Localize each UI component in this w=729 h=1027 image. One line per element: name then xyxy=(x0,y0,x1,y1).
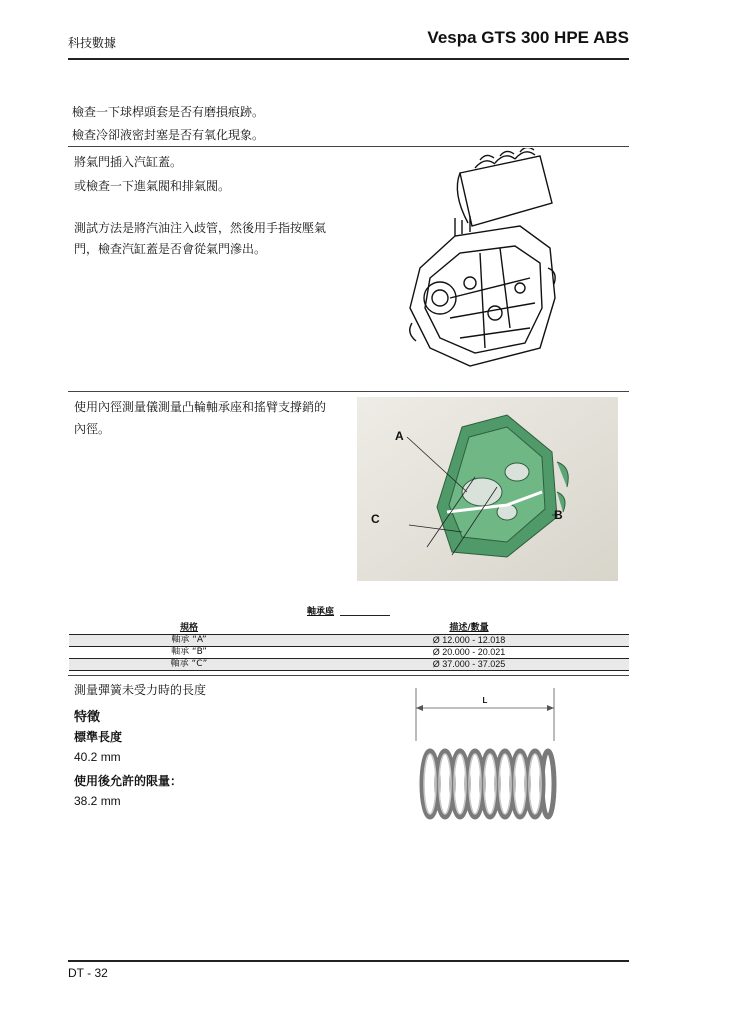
label-b: B xyxy=(554,508,563,522)
block2-line2: 或檢查一下進氣閥和排氣閥。 xyxy=(74,179,231,193)
row-spec: 軸承 “B” xyxy=(171,647,207,657)
divider xyxy=(68,146,629,147)
caption-underline xyxy=(340,615,390,616)
dim-label-l: L xyxy=(482,696,488,705)
block2-line4: 門，檢查汽缸蓋是否會從氣門滲出。 xyxy=(74,242,267,256)
block3-line1: 使用內徑測量儀測量凸輪軸承座和搖臂支撐銷的 xyxy=(74,400,327,414)
table-caption: 軸承座 xyxy=(307,607,335,617)
header-model: Vespa GTS 300 HPE ABS xyxy=(427,28,629,47)
col-desc: 描述/數量 xyxy=(449,623,489,633)
header-section: 科技數據 xyxy=(68,36,117,50)
spring-illustration xyxy=(410,686,560,821)
row-value: Ø 20.000 - 20.021 xyxy=(432,647,506,657)
std-length-value: 40.2 mm xyxy=(74,750,121,764)
block2-line1: 將氣門插入汽缸蓋。 xyxy=(74,155,183,169)
footer-rule xyxy=(68,960,629,962)
table-row xyxy=(69,635,629,647)
row-value: Ø 12.000 - 12.018 xyxy=(432,635,506,645)
divider xyxy=(68,391,629,392)
limit-value: 38.2 mm xyxy=(74,794,121,808)
spring-intro: 測量彈簧未受力時的長度 xyxy=(74,683,207,697)
limit-label: 使用後允許的限量： xyxy=(74,774,183,788)
row-spec: 軸承 “A” xyxy=(171,635,207,645)
std-length-label: 標準長度 xyxy=(74,730,123,744)
divider xyxy=(68,675,629,676)
row-spec: 軸承 “C” xyxy=(170,659,208,669)
bearing-seat-illustration xyxy=(357,397,618,581)
label-a: A xyxy=(395,429,404,443)
block2-line3: 測試方法是將汽油注入歧管，然後用手指按壓氣 xyxy=(74,221,327,235)
table-row xyxy=(69,659,629,671)
cylinder-head-illustration xyxy=(400,148,570,376)
block3-line2: 內徑。 xyxy=(74,422,111,436)
header-rule xyxy=(68,58,629,60)
characteristic-heading: 特徵 xyxy=(74,710,101,725)
page-number: DT - 32 xyxy=(68,966,108,980)
label-c: C xyxy=(371,512,380,526)
spec-table xyxy=(69,623,629,671)
block1-line1: 檢查一下球桿頭套是否有磨損痕跡。 xyxy=(72,105,265,119)
row-value: Ø 37.000 - 37.025 xyxy=(432,659,506,669)
col-spec: 規格 xyxy=(179,623,198,633)
block1-line2: 檢查冷卻液密封塞是否有氧化現象。 xyxy=(72,128,265,142)
table-row xyxy=(69,647,629,659)
